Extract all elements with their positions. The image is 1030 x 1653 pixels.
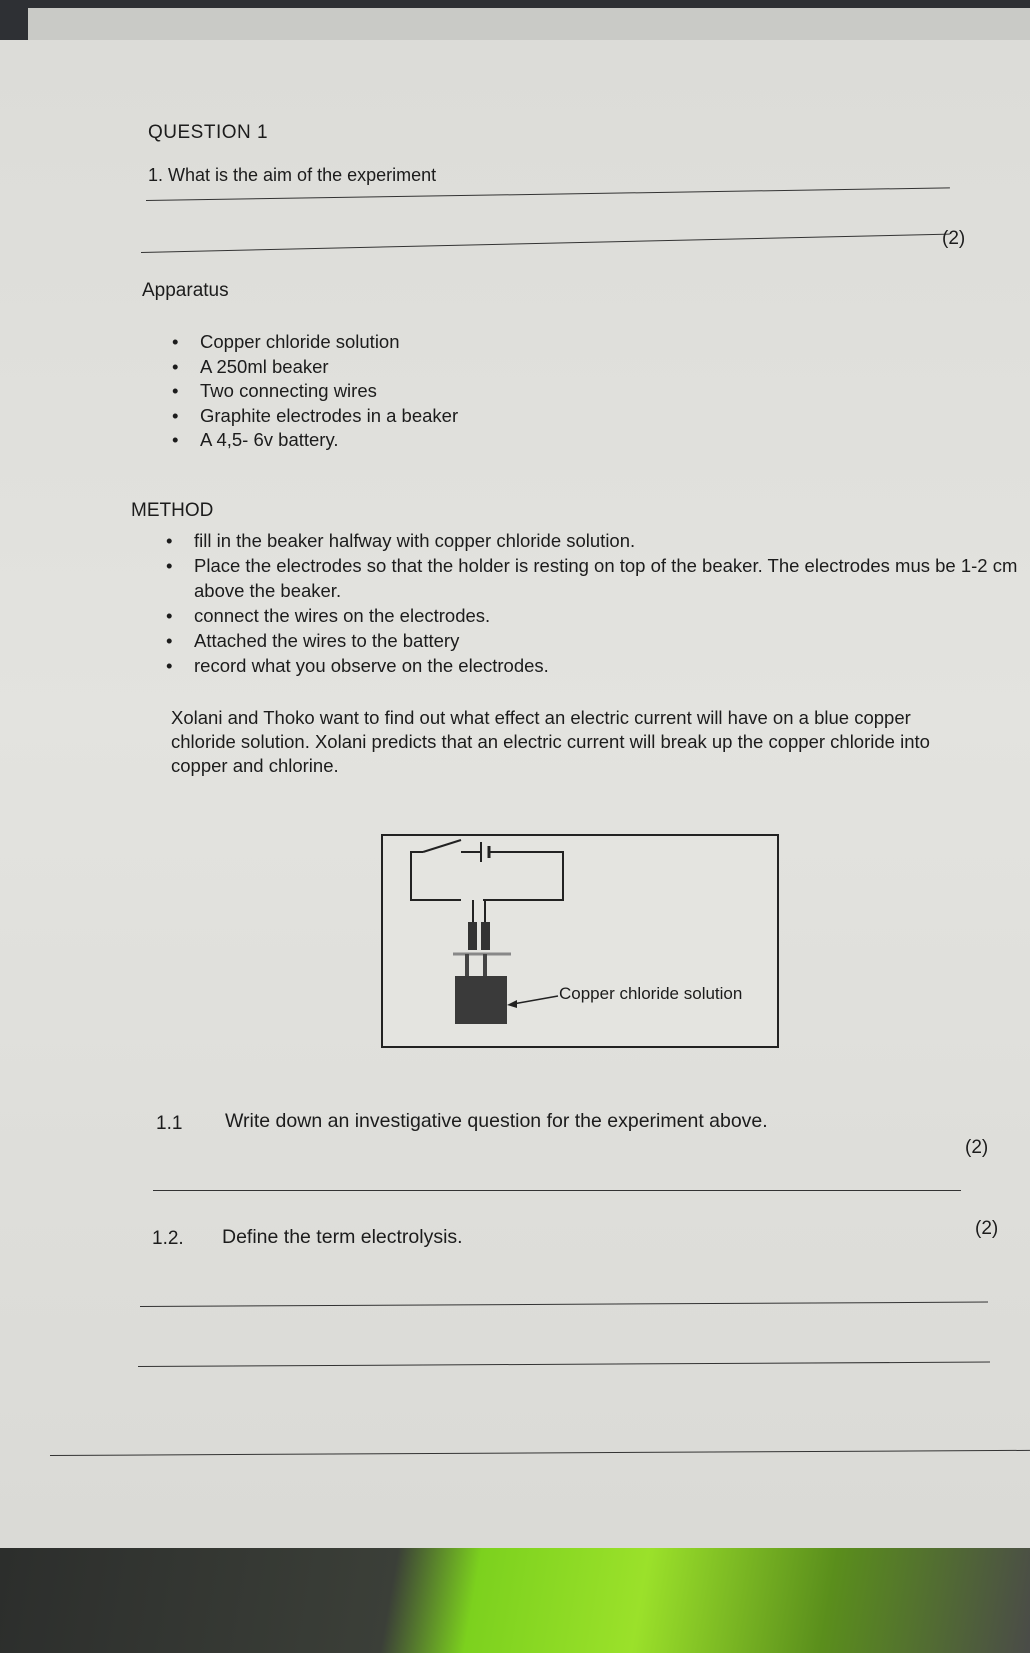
list-item: • Copper chloride solution	[200, 330, 458, 355]
answer-line	[141, 234, 950, 253]
question-heading: QUESTION 1	[148, 122, 269, 143]
worksheet-page	[0, 40, 1030, 1548]
list-item: • record what you observe on the electrodes.	[194, 653, 1030, 678]
list-item: • A 250ml beaker	[200, 355, 458, 380]
method-list	[194, 528, 1030, 678]
list-item: • fill in the beaker halfway with copper chloride solution.	[194, 528, 1030, 553]
list-item: • A 4,5- 6v battery.	[200, 428, 458, 453]
answer-line	[146, 187, 950, 201]
list-item: • Two connecting wires	[200, 379, 458, 404]
method-heading: METHOD	[131, 500, 214, 521]
apparatus-list	[200, 330, 458, 453]
list-item: • Graphite electrodes in a beaker	[200, 404, 458, 429]
question-1-marks: (2)	[942, 228, 966, 249]
sub-question-1-1-marks: (2)	[965, 1137, 989, 1158]
answer-line	[138, 1362, 990, 1367]
answer-line	[153, 1190, 961, 1191]
apparatus-heading: Apparatus	[142, 280, 229, 301]
answer-line	[140, 1302, 988, 1307]
scenario-paragraph: Xolani and Thoko want to find out what effect an electric current will have on a blue copper chloride solution. Xolani predicts that an electric current will break up the copper chloride into copper and chlorine.	[171, 707, 930, 776]
sub-question-1-2-number: 1.2.	[152, 1228, 184, 1249]
electrolysis-diagram	[381, 834, 779, 1048]
sub-question-1-1-text: Write down an investigative question for the experiment above.	[225, 1110, 768, 1132]
list-item: • connect the wires on the electrodes.	[194, 603, 1030, 628]
circuit-diagram	[383, 836, 777, 1046]
sub-question-1-2-marks: (2)	[975, 1218, 999, 1239]
question-1-text: 1. What is the aim of the experiment	[148, 165, 437, 185]
sub-question-1-2-text: Define the term electrolysis.	[222, 1226, 463, 1248]
page-bottom-line	[50, 1450, 1030, 1456]
sub-question-1-1-number: 1.1	[156, 1113, 183, 1134]
background-surface	[0, 1548, 1030, 1653]
list-item: • Place the electrodes so that the holder is resting on top of the beaker. The electrodes mus be 1-2 cm above the beaker.	[194, 553, 1030, 603]
list-item: • Attached the wires to the battery	[194, 628, 1030, 653]
diagram-label: Copper chloride solution	[559, 984, 743, 1003]
